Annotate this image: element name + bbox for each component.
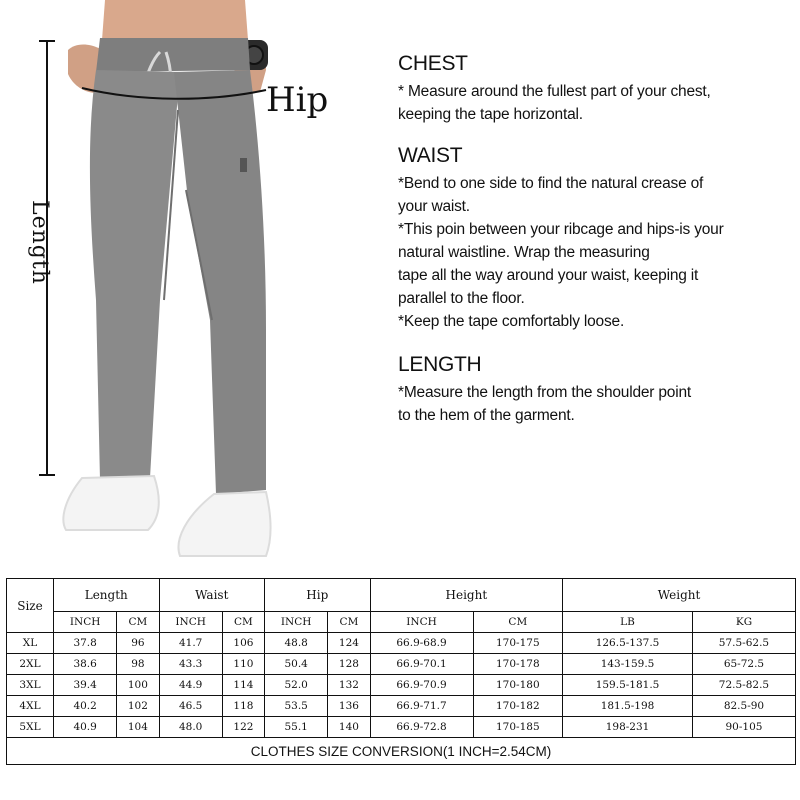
waist-text-line: parallel to the floor. xyxy=(398,290,525,307)
table-cell: 66.9-68.9 xyxy=(370,633,473,654)
chest-text-line: keeping the tape horizontal. xyxy=(398,106,583,123)
unit-header: INCH xyxy=(159,612,222,633)
unit-header: INCH xyxy=(265,612,328,633)
chest-title: CHEST xyxy=(398,52,468,75)
table-cell: 136 xyxy=(328,696,370,717)
table-cell: 140 xyxy=(328,717,370,738)
table-row xyxy=(7,675,796,696)
waist-text-line: natural waistline. Wrap the measuring xyxy=(398,244,650,261)
table-cell: 55.1 xyxy=(265,717,328,738)
table-cell: 128 xyxy=(328,654,370,675)
table-cell: 48.0 xyxy=(159,717,222,738)
length-label: Length xyxy=(27,200,52,285)
table-cell: 96 xyxy=(117,633,159,654)
unit-header: KG xyxy=(692,612,795,633)
length-section xyxy=(398,353,788,427)
table-cell: 65-72.5 xyxy=(692,654,795,675)
table-cell: 66.9-70.9 xyxy=(370,675,473,696)
group-header-weight: Weight xyxy=(563,579,796,612)
waist-text-line: *This poin between your ribcage and hips-is your xyxy=(398,221,724,238)
size-chart-table xyxy=(6,578,796,765)
table-cell: 43.3 xyxy=(159,654,222,675)
length-text-line: *Measure the length from the shoulder point xyxy=(398,384,691,401)
unit-header: CM xyxy=(473,612,563,633)
product-photo xyxy=(0,0,390,570)
table-cell: 122 xyxy=(222,717,264,738)
waist-text-line: tape all the way around your waist, keeping it xyxy=(398,267,699,284)
table-cell: 100 xyxy=(117,675,159,696)
unit-header: CM xyxy=(117,612,159,633)
measuring-guide xyxy=(398,52,788,445)
table-cell: 126.5-137.5 xyxy=(563,633,693,654)
chest-section xyxy=(398,52,788,126)
table-cell: 181.5-198 xyxy=(563,696,693,717)
table-cell: 98 xyxy=(117,654,159,675)
table-cell: 198-231 xyxy=(563,717,693,738)
table-cell: 38.6 xyxy=(54,654,117,675)
table-row xyxy=(7,654,796,675)
left-shoe-icon xyxy=(63,476,158,530)
chest-text-line: * Measure around the fullest part of your chest, xyxy=(398,83,711,100)
table-cell: 72.5-82.5 xyxy=(692,675,795,696)
table-cell: 41.7 xyxy=(159,633,222,654)
size-cell: XL xyxy=(7,633,54,654)
table-cell: 46.5 xyxy=(159,696,222,717)
table-cell: 66.9-70.1 xyxy=(370,654,473,675)
table-cell: 106 xyxy=(222,633,264,654)
unit-header: CM xyxy=(222,612,264,633)
table-cell: 52.0 xyxy=(265,675,328,696)
length-title: LENGTH xyxy=(398,353,482,376)
table-cell: 170-182 xyxy=(473,696,563,717)
length-text-line: to the hem of the garment. xyxy=(398,407,575,424)
size-cell: 4XL xyxy=(7,696,54,717)
table-cell: 82.5-90 xyxy=(692,696,795,717)
waist-text-line: *Keep the tape comfortably loose. xyxy=(398,313,625,330)
table-cell: 118 xyxy=(222,696,264,717)
table-cell: 37.8 xyxy=(54,633,117,654)
table-cell: 44.9 xyxy=(159,675,222,696)
unit-header: INCH xyxy=(370,612,473,633)
table-cell: 66.9-72.8 xyxy=(370,717,473,738)
group-header-waist: Waist xyxy=(159,579,265,612)
table-cell: 110 xyxy=(222,654,264,675)
hip-label: Hip xyxy=(266,80,329,120)
table-row xyxy=(7,633,796,654)
table-row xyxy=(7,696,796,717)
waistband xyxy=(96,38,250,72)
unit-header: LB xyxy=(563,612,693,633)
table-cell: 90-105 xyxy=(692,717,795,738)
table-cell: 57.5-62.5 xyxy=(692,633,795,654)
table-unit-header-row xyxy=(7,612,796,633)
size-cell: 5XL xyxy=(7,717,54,738)
length-measure-cap-bottom xyxy=(39,474,55,476)
waist-title: WAIST xyxy=(398,144,463,167)
size-column-header: Size xyxy=(7,579,54,633)
table-group-header-row xyxy=(7,579,796,612)
size-cell: 2XL xyxy=(7,654,54,675)
unit-header: CM xyxy=(328,612,370,633)
table-footer-row xyxy=(7,738,796,765)
waist-text-line: *Bend to one side to find the natural crease of xyxy=(398,175,704,192)
right-shoe-icon xyxy=(178,492,270,556)
pants-illustration xyxy=(60,0,290,560)
torso xyxy=(102,0,248,40)
table-cell: 40.2 xyxy=(54,696,117,717)
table-cell: 66.9-71.7 xyxy=(370,696,473,717)
table-cell: 48.8 xyxy=(265,633,328,654)
table-cell: 170-178 xyxy=(473,654,563,675)
length-measure-cap-top xyxy=(39,40,55,42)
group-header-hip: Hip xyxy=(265,579,371,612)
table-cell: 124 xyxy=(328,633,370,654)
table-cell: 170-175 xyxy=(473,633,563,654)
table-cell: 102 xyxy=(117,696,159,717)
group-header-height: Height xyxy=(370,579,563,612)
table-cell: 170-180 xyxy=(473,675,563,696)
right-leg xyxy=(174,70,266,494)
table-cell: 159.5-181.5 xyxy=(563,675,693,696)
group-header-length: Length xyxy=(54,579,160,612)
table-cell: 170-185 xyxy=(473,717,563,738)
table-cell: 53.5 xyxy=(265,696,328,717)
waist-text-line: your waist. xyxy=(398,198,470,215)
waist-section xyxy=(398,144,788,333)
table-cell: 39.4 xyxy=(54,675,117,696)
size-conversion-note: CLOTHES SIZE CONVERSION(1 INCH=2.54CM) xyxy=(7,738,796,765)
size-cell: 3XL xyxy=(7,675,54,696)
table-cell: 132 xyxy=(328,675,370,696)
table-cell: 50.4 xyxy=(265,654,328,675)
table-cell: 114 xyxy=(222,675,264,696)
table-cell: 104 xyxy=(117,717,159,738)
table-cell: 40.9 xyxy=(54,717,117,738)
unit-header: INCH xyxy=(54,612,117,633)
table-row xyxy=(7,717,796,738)
table-cell: 143-159.5 xyxy=(563,654,693,675)
